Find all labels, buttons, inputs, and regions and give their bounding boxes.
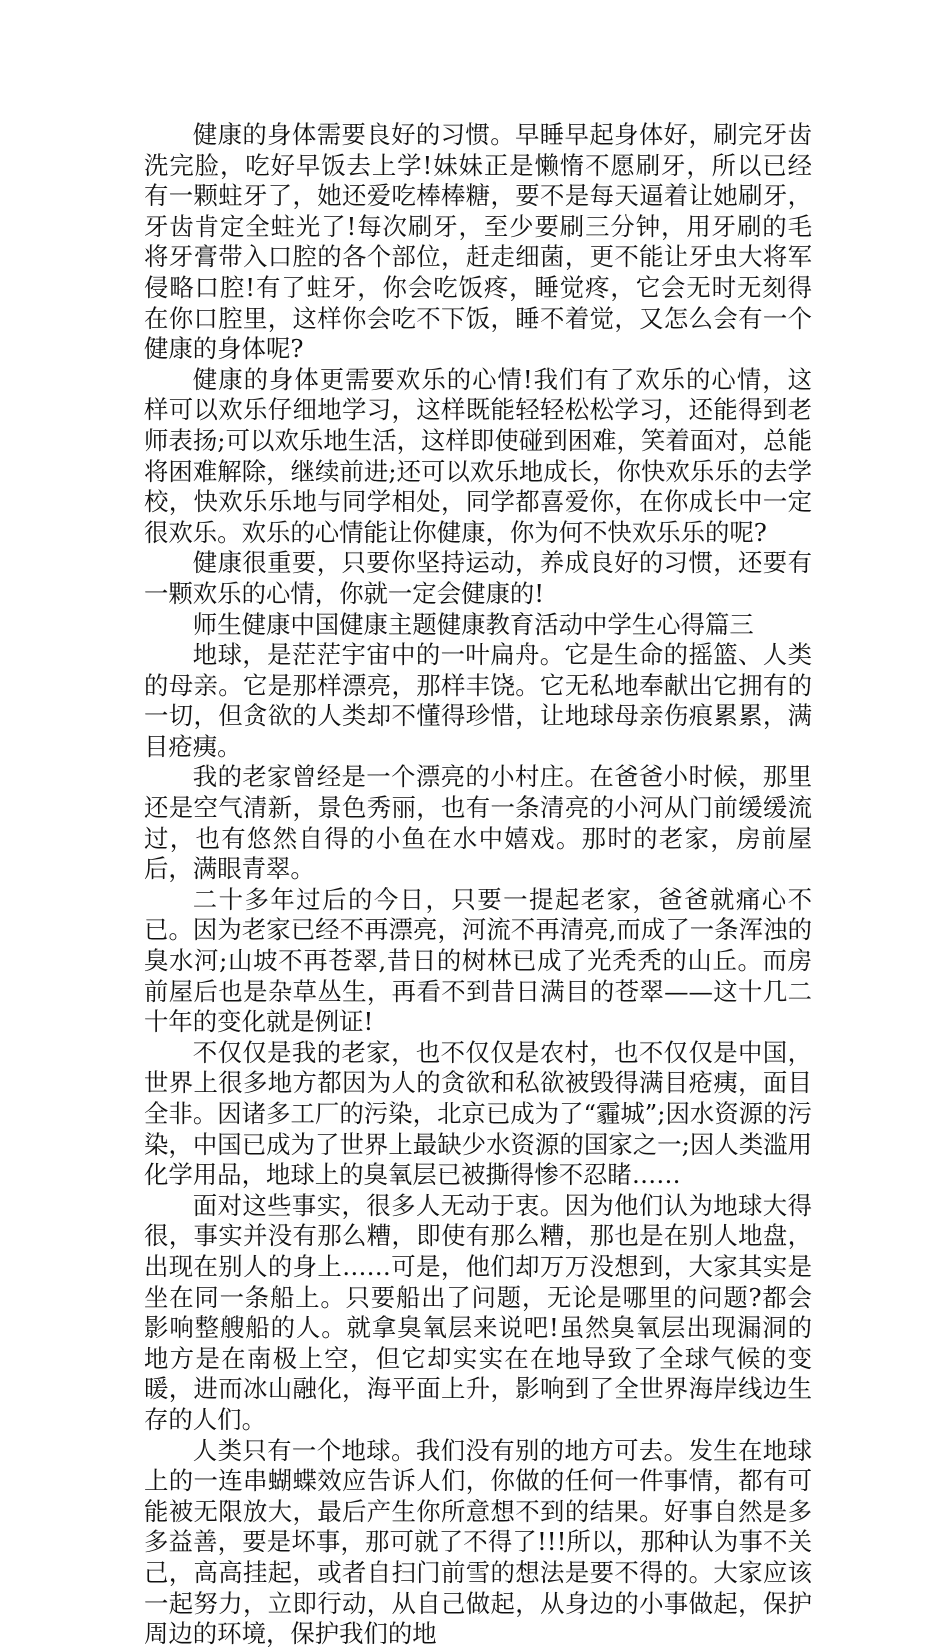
paragraph-health-summary: 健康很重要，只要你坚持运动，养成良好的习惯，还要有一颗欢乐的心情，你就一定会健康的! (144, 548, 812, 608)
paragraph-one-earth: 人类只有一个地球。我们没有别的地方可去。发生在地球上的一连串蝴蝶效应告诉人们，你做的任何一件事情，都有可能被无限放大，最后产生你所意想不到的结果。好事自然是多多益善，要是坏事，那可就了不得了!!!所以，那种认为事不关己，高高挂起，或者自扫门前雪的想法是要不得的。大家应该一起努力，立即行动，从自己做起，从身边的小事做起，保护周边的环境，保护我们的地 (144, 1435, 812, 1649)
document-body (144, 120, 812, 1650)
paragraph-world-pollution: 不仅仅是我的老家，也不仅仅是农村，也不仅仅是中国，世界上很多地方都因为人的贪欲和私欲被毁得满目疮痍，面目全非。因诸多工厂的污染，北京已成为了“霾城”;因水资源的污染，中国已成为了世界上最缺少水资源的国家之一;因人类滥用化学用品，地球上的臭氧层已被撕得惨不忍睹…… (144, 1037, 812, 1190)
paragraph-happy-mood: 健康的身体更需要欢乐的心情!我们有了欢乐的心情，这样可以欢乐仔细地学习，这样既能轻轻松松学习，还能得到老师表扬;可以欢乐地生活，这样即使碰到困难，笑着面对，总能将困难解除，继续前进;还可以欢乐地成长，你快欢乐乐的去学校，快欢乐乐地与同学相处，同学都喜爱你，在你成长中一定很欢乐。欢乐的心情能让你健康，你为何不快欢乐乐的呢? (144, 364, 812, 547)
paragraph-earth-intro: 地球，是茫茫宇宙中的一叶扁舟。它是生命的摇篮、人类的母亲。它是那样漂亮，那样丰饶。它无私地奉献出它拥有的一切，但贪欲的人类却不懂得珍惜，让地球母亲伤痕累累，满目疮痍。 (144, 640, 812, 761)
paragraph-hometown-present: 二十多年过后的今日，只要一提起老家，爸爸就痛心不已。因为老家已经不再漂亮，河流不再清亮,而成了一条浑浊的臭水河;山坡不再苍翠,昔日的树林已成了光秃秃的山丘。而房前屋后也是杂草丛生，再看不到昔日满目的苍翠——这十几二十年的变化就是例证! (144, 884, 812, 1037)
paragraph-healthy-habits: 健康的身体需要良好的习惯。早睡早起身体好，刷完牙齿洗完脸，吃好早饭去上学!妹妹正是懒惰不愿刷牙，所以已经有一颗蛀牙了，她还爱吃棒棒糖，要不是每天逼着让她刷牙，牙齿肯定全蛀光了!每次刷牙，至少要刷三分钟，用牙刷的毛将牙膏带入口腔的各个部位，赶走细菌，更不能让牙虫大将军侵略口腔!有了蛀牙，你会吃饭疼，睡觉疼，它会无时无刻得在你口腔里，这样你会吃不下饭，睡不着觉，又怎么会有一个健康的身体呢? (144, 120, 812, 364)
section-heading: 师生健康中国健康主题健康教育活动中学生心得篇三 (192, 609, 754, 639)
paragraph-indifference: 面对这些事实，很多人无动于衷。因为他们认为地球大得很，事实并没有那么糟，即使有那么糟，那也是在别人地盘，出现在别人的身上……可是，他们却万万没想到，大家其实是坐在同一条船上。只要船出了问题，无论是哪里的问题?都会影响整艘船的人。就拿臭氧层来说吧!虽然臭氧层出现漏洞的地方是在南极上空，但它却实实在在地导致了全球气候的变暖，进而冰山融化，海平面上升，影响到了全世界海岸线边生存的人们。 (144, 1190, 812, 1434)
paragraph-hometown-past: 我的老家曾经是一个漂亮的小村庄。在爸爸小时候，那里还是空气清新，景色秀丽，也有一条清亮的小河从门前缓缓流过，也有悠然自得的小鱼在水中嬉戏。那时的老家，房前屋后，满眼青翠。 (144, 762, 812, 884)
